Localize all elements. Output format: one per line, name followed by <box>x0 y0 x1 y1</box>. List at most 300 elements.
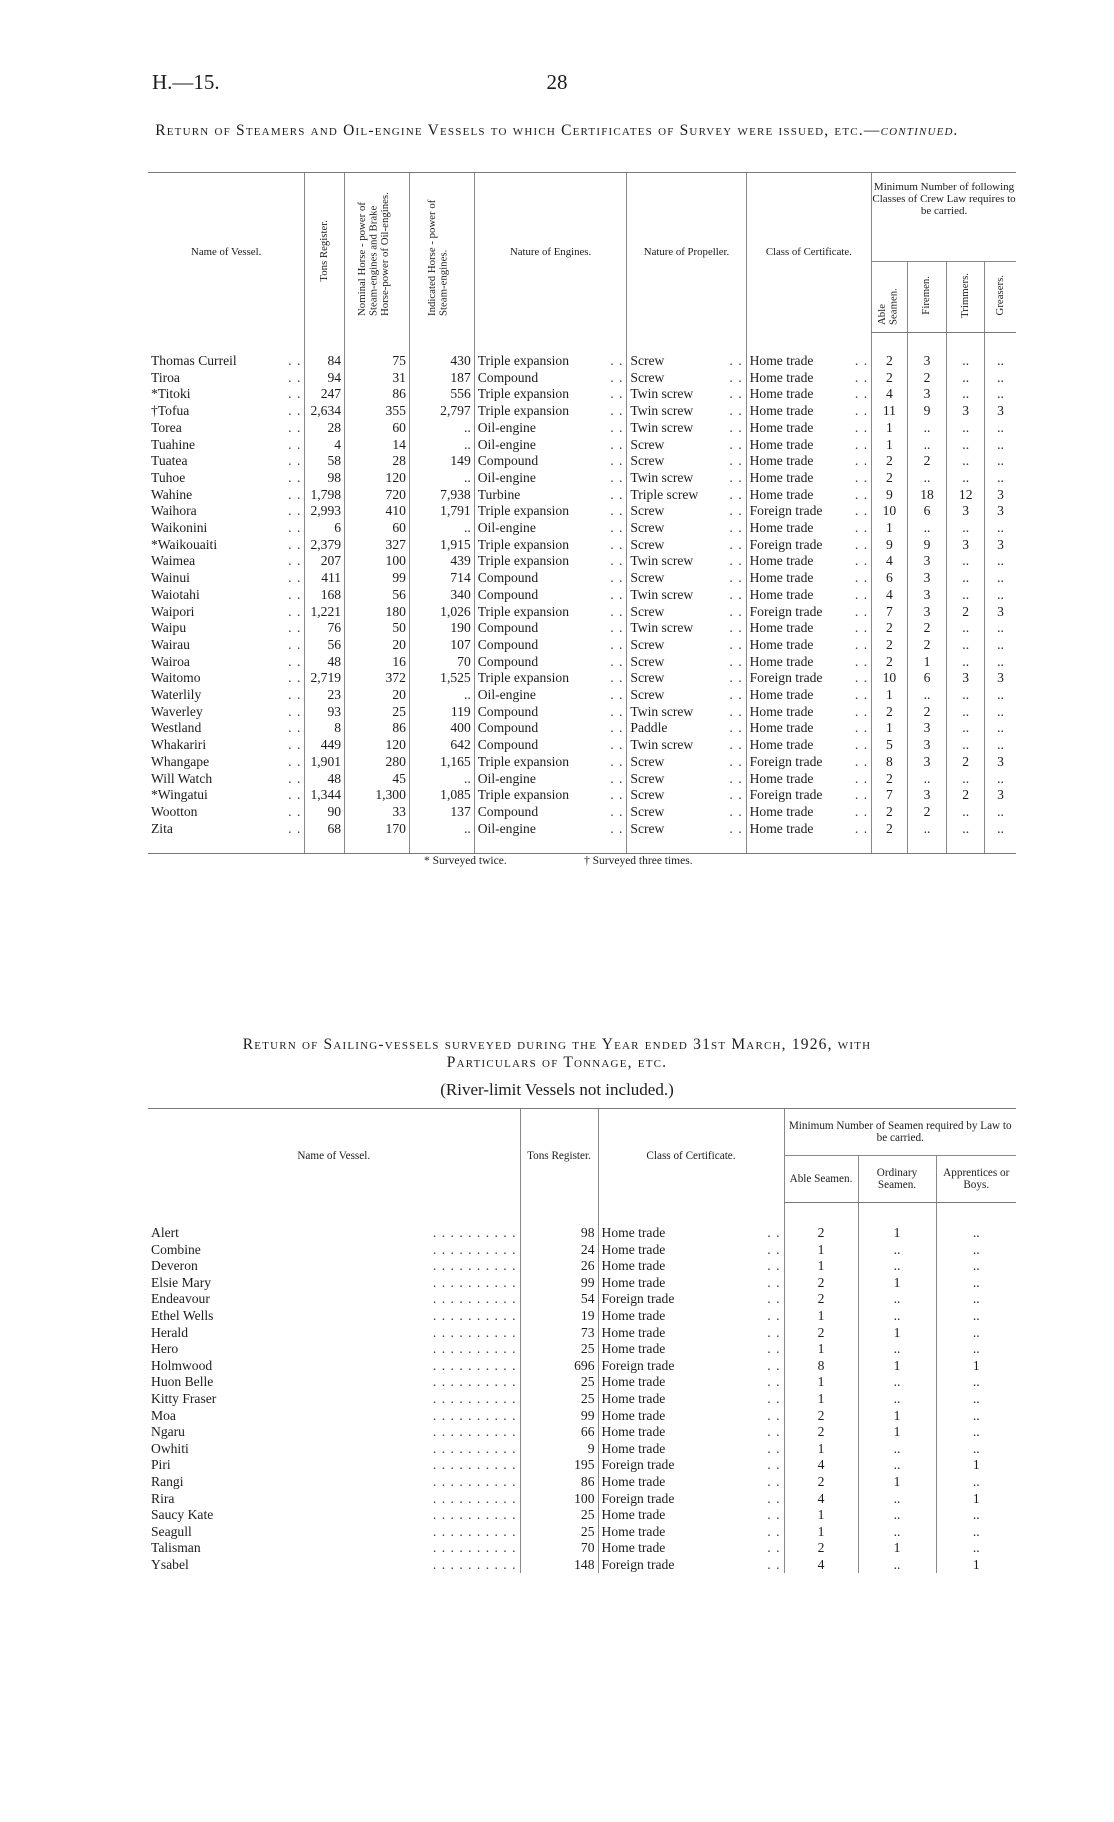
dot-leader: . . <box>610 687 624 703</box>
table-row <box>148 470 1016 487</box>
firemen: 18 <box>907 487 947 504</box>
cell-text: Triple expansion <box>477 386 569 402</box>
spacer-cell <box>148 333 305 354</box>
table-row <box>148 804 1016 821</box>
cell-text: Home trade <box>749 403 814 419</box>
cell-with-leader <box>630 553 742 570</box>
cell-text: Waikonini <box>151 520 208 536</box>
cell-text: Foreign trade <box>601 1291 675 1307</box>
greasers: .. <box>985 437 1016 454</box>
tons-register: 84 <box>305 353 345 370</box>
tons-register: 195 <box>520 1457 598 1474</box>
col-minimum-crew: Minimum Number of following Classes of Crew Law requires to be carried. <box>872 173 1016 262</box>
cell-with-leader <box>750 637 868 654</box>
cell-text: Tiroa <box>151 369 180 385</box>
class-of-certificate <box>746 787 871 804</box>
cell-with-leader <box>151 1507 517 1524</box>
tons-register: 19 <box>520 1308 598 1325</box>
vessel-name <box>148 587 305 604</box>
nature-of-propeller <box>627 654 746 671</box>
vessel-name <box>148 1291 520 1308</box>
dot-leader: . . <box>729 753 743 769</box>
nature-of-propeller <box>627 537 746 554</box>
indicated-hp: .. <box>409 687 474 704</box>
apprentices-or-boys: 1 <box>936 1557 1016 1574</box>
dot-leader: . . <box>610 653 624 669</box>
cell-text: Foreign trade <box>601 1457 675 1473</box>
vessel-name <box>148 1308 520 1325</box>
indicated-hp: 1,915 <box>409 537 474 554</box>
dot-leader: . . <box>288 820 302 836</box>
nature-of-propeller <box>627 804 746 821</box>
cell-with-leader <box>602 1308 781 1325</box>
nature-of-engines <box>474 503 627 520</box>
cell-text: Tuhoe <box>151 469 186 485</box>
cell-with-leader <box>750 353 868 370</box>
vessel-name <box>148 1457 520 1474</box>
greasers: 3 <box>985 754 1016 771</box>
dot-leader: . . . . . . . . . . <box>432 1424 517 1440</box>
cell-with-leader <box>602 1225 781 1242</box>
cell-text: †Tofua <box>151 403 190 419</box>
dot-leader: . . . . . . . . . . <box>432 1274 517 1290</box>
dot-leader: . . <box>854 520 869 536</box>
dot-leader: . . <box>610 753 624 769</box>
dot-leader: . . <box>729 353 743 368</box>
firemen: 2 <box>907 370 947 387</box>
cell-with-leader <box>750 453 868 470</box>
table-row <box>148 687 1016 704</box>
trimmers: .. <box>947 687 985 704</box>
ordinary-seamen: .. <box>858 1457 936 1474</box>
dot-leader: . . <box>729 486 743 502</box>
cell-text: Triple expansion <box>477 553 569 569</box>
cell-text: Home trade <box>601 1390 666 1406</box>
nature-of-engines <box>474 637 627 654</box>
dot-leader: . . <box>767 1291 781 1307</box>
firemen: .. <box>907 687 947 704</box>
cell-with-leader <box>630 353 742 370</box>
tons-register: 2,379 <box>305 537 345 554</box>
cell-text: Seagull <box>151 1523 192 1539</box>
dot-leader: . . . . . . . . . . <box>432 1440 517 1456</box>
dot-leader: . . <box>854 353 869 368</box>
cell-text: Oil-engine <box>477 469 536 485</box>
cell-text: Triple expansion <box>477 670 569 686</box>
trimmers: .. <box>947 804 985 821</box>
cell-text: Home trade <box>749 553 814 569</box>
able-seamen: 2 <box>872 637 908 654</box>
dot-leader: . . . . . . . . . . <box>432 1225 517 1240</box>
greasers: 3 <box>985 604 1016 621</box>
dot-leader: . . <box>854 536 869 552</box>
vessel-name <box>148 720 305 737</box>
cell-text: Triple expansion <box>477 403 569 419</box>
spacer-cell <box>409 837 474 854</box>
dot-leader: . . <box>288 653 302 669</box>
dot-leader: . . <box>854 586 869 602</box>
cell-text: Endeavour <box>151 1291 210 1307</box>
cell-text: Home trade <box>601 1258 666 1274</box>
dot-leader: . . <box>288 737 302 753</box>
cell-text: Moa <box>151 1407 176 1423</box>
dot-leader: . . . . . . . . . . <box>432 1258 517 1274</box>
spacer-cell <box>409 333 474 354</box>
able-seamen: 1 <box>784 1524 858 1541</box>
cell-text: Compound <box>477 453 539 469</box>
cell-with-leader <box>151 620 301 637</box>
cell-text: Screw <box>630 820 665 836</box>
table-row <box>148 386 1016 403</box>
dot-leader: . . <box>288 386 302 402</box>
vessel-name <box>148 1391 520 1408</box>
cell-with-leader <box>151 453 301 470</box>
class-of-certificate <box>746 670 871 687</box>
cell-with-leader <box>478 453 624 470</box>
tons-register: 90 <box>305 804 345 821</box>
cell-text: Oil-engine <box>477 419 536 435</box>
cell-text: Foreign trade <box>601 1357 675 1373</box>
ordinary-seamen: .. <box>858 1441 936 1458</box>
tons-register: 1,901 <box>305 754 345 771</box>
firemen: 6 <box>907 503 947 520</box>
able-seamen: 2 <box>784 1540 858 1557</box>
greasers: 3 <box>985 503 1016 520</box>
cell-with-leader <box>478 620 624 637</box>
cell-with-leader <box>478 470 624 487</box>
cell-text: Home trade <box>749 770 814 786</box>
table-row <box>148 1408 1016 1425</box>
cell-with-leader <box>151 1325 517 1342</box>
dot-leader: . . <box>610 703 624 719</box>
table-row <box>148 670 1016 687</box>
cell-text: *Titoki <box>151 386 191 402</box>
cell-text: Home trade <box>601 1274 666 1290</box>
nature-of-propeller <box>627 386 746 403</box>
dot-leader: . . <box>854 386 869 402</box>
indicated-hp: 190 <box>409 620 474 637</box>
greasers: .. <box>985 520 1016 537</box>
table-row <box>148 821 1016 838</box>
cell-text: Screw <box>630 653 665 669</box>
cell-text: Ysabel <box>151 1556 189 1572</box>
dot-leader: . . <box>610 353 624 368</box>
cell-with-leader <box>478 771 624 788</box>
table-row <box>148 771 1016 788</box>
class-of-certificate <box>598 1242 784 1259</box>
cell-text: *Wingatui <box>151 787 208 803</box>
class-of-certificate <box>598 1275 784 1292</box>
tons-register: 98 <box>305 470 345 487</box>
vessel-name <box>148 1325 520 1342</box>
cell-text: Ngaru <box>151 1424 185 1440</box>
nature-of-engines <box>474 420 627 437</box>
cell-with-leader <box>151 553 301 570</box>
cell-with-leader <box>630 470 742 487</box>
trimmers: .. <box>947 587 985 604</box>
cell-text: Home trade <box>749 520 814 536</box>
nature-of-propeller <box>627 570 746 587</box>
dot-leader: . . <box>288 687 302 703</box>
class-of-certificate <box>746 737 871 754</box>
ordinary-seamen: 1 <box>858 1225 936 1242</box>
cell-text: Foreign trade <box>601 1556 675 1572</box>
nominal-hp: 45 <box>345 771 410 788</box>
cell-with-leader <box>151 654 301 671</box>
trimmers: .. <box>947 570 985 587</box>
cell-with-leader <box>750 754 868 771</box>
cell-text: Kitty Fraser <box>151 1390 217 1406</box>
nominal-hp: 355 <box>345 403 410 420</box>
vessel-name <box>148 1557 520 1574</box>
trimmers: 2 <box>947 754 985 771</box>
able-seamen: 1 <box>872 720 908 737</box>
vessel-name <box>148 804 305 821</box>
cell-text: Home trade <box>749 453 814 469</box>
cell-text: Paddle <box>630 720 668 736</box>
cell-text: Elsie Mary <box>151 1274 212 1290</box>
cell-text: Screw <box>630 787 665 803</box>
nominal-hp: 20 <box>345 637 410 654</box>
table-row <box>148 1540 1016 1557</box>
greasers: .. <box>985 804 1016 821</box>
cell-text: Oil-engine <box>477 820 536 836</box>
greasers: .. <box>985 704 1016 721</box>
indicated-hp: 439 <box>409 553 474 570</box>
class-of-certificate <box>598 1540 784 1557</box>
able-seamen: 2 <box>872 821 908 838</box>
class-of-certificate <box>598 1374 784 1391</box>
table-row <box>148 1358 1016 1375</box>
cell-text: Twin screw <box>630 386 694 402</box>
cell-with-leader <box>750 720 868 737</box>
spacer-cell <box>474 837 627 854</box>
cell-with-leader <box>630 453 742 470</box>
cell-with-leader <box>151 503 301 520</box>
dot-leader: . . <box>729 820 743 836</box>
col2-apprentices-or-boys: Apprentices or Boys. <box>936 1156 1016 1203</box>
dot-leader: . . . . . . . . . . <box>432 1523 517 1539</box>
able-seamen: 4 <box>872 587 908 604</box>
cell-text: Home trade <box>749 737 814 753</box>
vessel-name <box>148 1540 520 1557</box>
firemen: 2 <box>907 637 947 654</box>
nominal-hp: 99 <box>345 570 410 587</box>
cell-with-leader <box>630 403 742 420</box>
class-of-certificate <box>746 470 871 487</box>
cell-text: Screw <box>630 753 665 769</box>
vessel-name <box>148 553 305 570</box>
ordinary-seamen: .. <box>858 1374 936 1391</box>
tons-register: 247 <box>305 386 345 403</box>
cell-text: Waihora <box>151 503 197 519</box>
cell-with-leader <box>151 353 301 370</box>
table-row <box>148 1474 1016 1491</box>
class-of-certificate <box>746 503 871 520</box>
dot-leader: . . <box>854 469 869 485</box>
class-of-certificate <box>746 537 871 554</box>
able-seamen: 2 <box>784 1275 858 1292</box>
greasers: 3 <box>985 670 1016 687</box>
dot-leader: . . <box>729 403 743 419</box>
dot-leader: . . . . . . . . . . <box>432 1507 517 1523</box>
nominal-hp: 14 <box>345 437 410 454</box>
tons-register: 66 <box>520 1424 598 1441</box>
dot-leader: . . <box>854 670 869 686</box>
nature-of-engines <box>474 604 627 621</box>
class-of-certificate <box>598 1441 784 1458</box>
table-row <box>148 1325 1016 1342</box>
cell-text: Wainui <box>151 570 190 586</box>
tons-register: 449 <box>305 737 345 754</box>
col2-able-seamen: Able Seamen. <box>784 1156 858 1203</box>
dot-leader: . . <box>854 503 869 519</box>
tons-register: 56 <box>305 637 345 654</box>
dot-leader: . . <box>767 1457 781 1473</box>
firemen: 6 <box>907 670 947 687</box>
col2-ordinary-seamen: Ordinary Seamen. <box>858 1156 936 1203</box>
cell-with-leader <box>750 537 868 554</box>
cell-with-leader <box>478 654 624 671</box>
cell-with-leader <box>602 1358 781 1375</box>
class-of-certificate <box>746 520 871 537</box>
col-able-seamen: Able Seamen. <box>872 262 908 333</box>
table-row <box>148 720 1016 737</box>
tons-register: 1,221 <box>305 604 345 621</box>
firemen: .. <box>907 437 947 454</box>
apprentices-or-boys: 1 <box>936 1491 1016 1508</box>
nominal-hp: 1,300 <box>345 787 410 804</box>
tons-register: 98 <box>520 1225 598 1242</box>
dot-leader: . . <box>729 586 743 602</box>
able-seamen: 7 <box>872 604 908 621</box>
tons-register: 54 <box>520 1291 598 1308</box>
apprentices-or-boys: .. <box>936 1408 1016 1425</box>
nominal-hp: 170 <box>345 821 410 838</box>
dot-leader: . . <box>854 753 869 769</box>
cell-with-leader <box>478 737 624 754</box>
dot-leader: . . <box>288 486 302 502</box>
able-seamen: 1 <box>872 687 908 704</box>
firemen: .. <box>907 771 947 788</box>
nominal-hp: 60 <box>345 520 410 537</box>
dot-leader: . . <box>729 787 743 803</box>
dot-leader: . . <box>610 553 624 569</box>
table-row <box>148 1341 1016 1358</box>
able-seamen: 1 <box>784 1308 858 1325</box>
firemen: 3 <box>907 570 947 587</box>
vessel-name <box>148 520 305 537</box>
cell-with-leader <box>750 670 868 687</box>
dot-leader: . . <box>767 1507 781 1523</box>
cell-text: Wootton <box>151 803 198 819</box>
tons-register: 76 <box>305 620 345 637</box>
class-of-certificate <box>598 1291 784 1308</box>
cell-with-leader <box>151 821 301 838</box>
dot-leader: . . <box>610 403 624 419</box>
dot-leader: . . <box>288 703 302 719</box>
indicated-hp: 340 <box>409 587 474 604</box>
dot-leader: . . <box>288 503 302 519</box>
ordinary-seamen: 1 <box>858 1474 936 1491</box>
vessel-name <box>148 470 305 487</box>
nature-of-propeller <box>627 821 746 838</box>
cell-with-leader <box>630 620 742 637</box>
able-seamen: 9 <box>872 537 908 554</box>
cell-text: Home trade <box>749 636 814 652</box>
able-seamen: 2 <box>872 470 908 487</box>
cell-with-leader <box>151 470 301 487</box>
tons-register: 25 <box>520 1341 598 1358</box>
cell-with-leader <box>151 604 301 621</box>
table-row <box>148 1374 1016 1391</box>
trimmers: 3 <box>947 670 985 687</box>
dot-leader: . . <box>854 453 869 469</box>
nature-of-engines <box>474 804 627 821</box>
nature-of-engines <box>474 520 627 537</box>
spacer-cell <box>520 1203 598 1226</box>
dot-leader: . . <box>288 536 302 552</box>
greasers: .. <box>985 737 1016 754</box>
cell-with-leader <box>750 503 868 520</box>
cell-text: Home trade <box>749 469 814 485</box>
nominal-hp: 56 <box>345 587 410 604</box>
nature-of-engines <box>474 687 627 704</box>
table-row <box>148 1225 1016 1242</box>
cell-text: Thomas Curreil <box>151 353 237 368</box>
dot-leader: . . <box>610 436 624 452</box>
cell-with-leader <box>630 787 742 804</box>
dot-leader: . . <box>767 1324 781 1340</box>
nature-of-engines <box>474 470 627 487</box>
cell-text: Home trade <box>749 620 814 636</box>
dot-leader: . . . . . . . . . . <box>432 1540 517 1556</box>
dot-leader: . . . . . . . . . . <box>432 1407 517 1423</box>
cell-with-leader <box>630 771 742 788</box>
cell-with-leader <box>630 737 742 754</box>
firemen: 9 <box>907 537 947 554</box>
able-seamen: 4 <box>872 553 908 570</box>
cell-text: Wahine <box>151 486 193 502</box>
table-row <box>148 1441 1016 1458</box>
dot-leader: . . . . . . . . . . <box>432 1241 517 1257</box>
cell-with-leader <box>151 1474 517 1491</box>
dot-leader: . . <box>610 369 624 385</box>
col2-name-of-vessel: Name of Vessel. <box>148 1109 520 1203</box>
cell-text: Home trade <box>749 720 814 736</box>
cell-text: Will Watch <box>151 770 213 786</box>
cell-text: Triple expansion <box>477 353 569 368</box>
col-firemen: Firemen. <box>907 262 947 333</box>
cell-text: Triple expansion <box>477 536 569 552</box>
cell-text: Waiotahi <box>151 586 200 602</box>
col-indicated-horse-power: Indicated Horse - power of Steam-engines. <box>409 173 474 333</box>
cell-with-leader <box>151 1491 517 1508</box>
able-seamen: 4 <box>784 1457 858 1474</box>
cell-with-leader <box>630 637 742 654</box>
dot-leader: . . <box>854 553 869 569</box>
trimmers: .. <box>947 353 985 370</box>
table-row <box>148 654 1016 671</box>
nominal-hp: 31 <box>345 370 410 387</box>
dot-leader: . . <box>729 570 743 586</box>
dot-leader: . . . . . . . . . . <box>432 1341 517 1357</box>
dot-leader: . . <box>288 787 302 803</box>
cell-with-leader <box>151 420 301 437</box>
vessel-name <box>148 821 305 838</box>
cell-with-leader <box>478 487 624 504</box>
cell-with-leader <box>602 1507 781 1524</box>
